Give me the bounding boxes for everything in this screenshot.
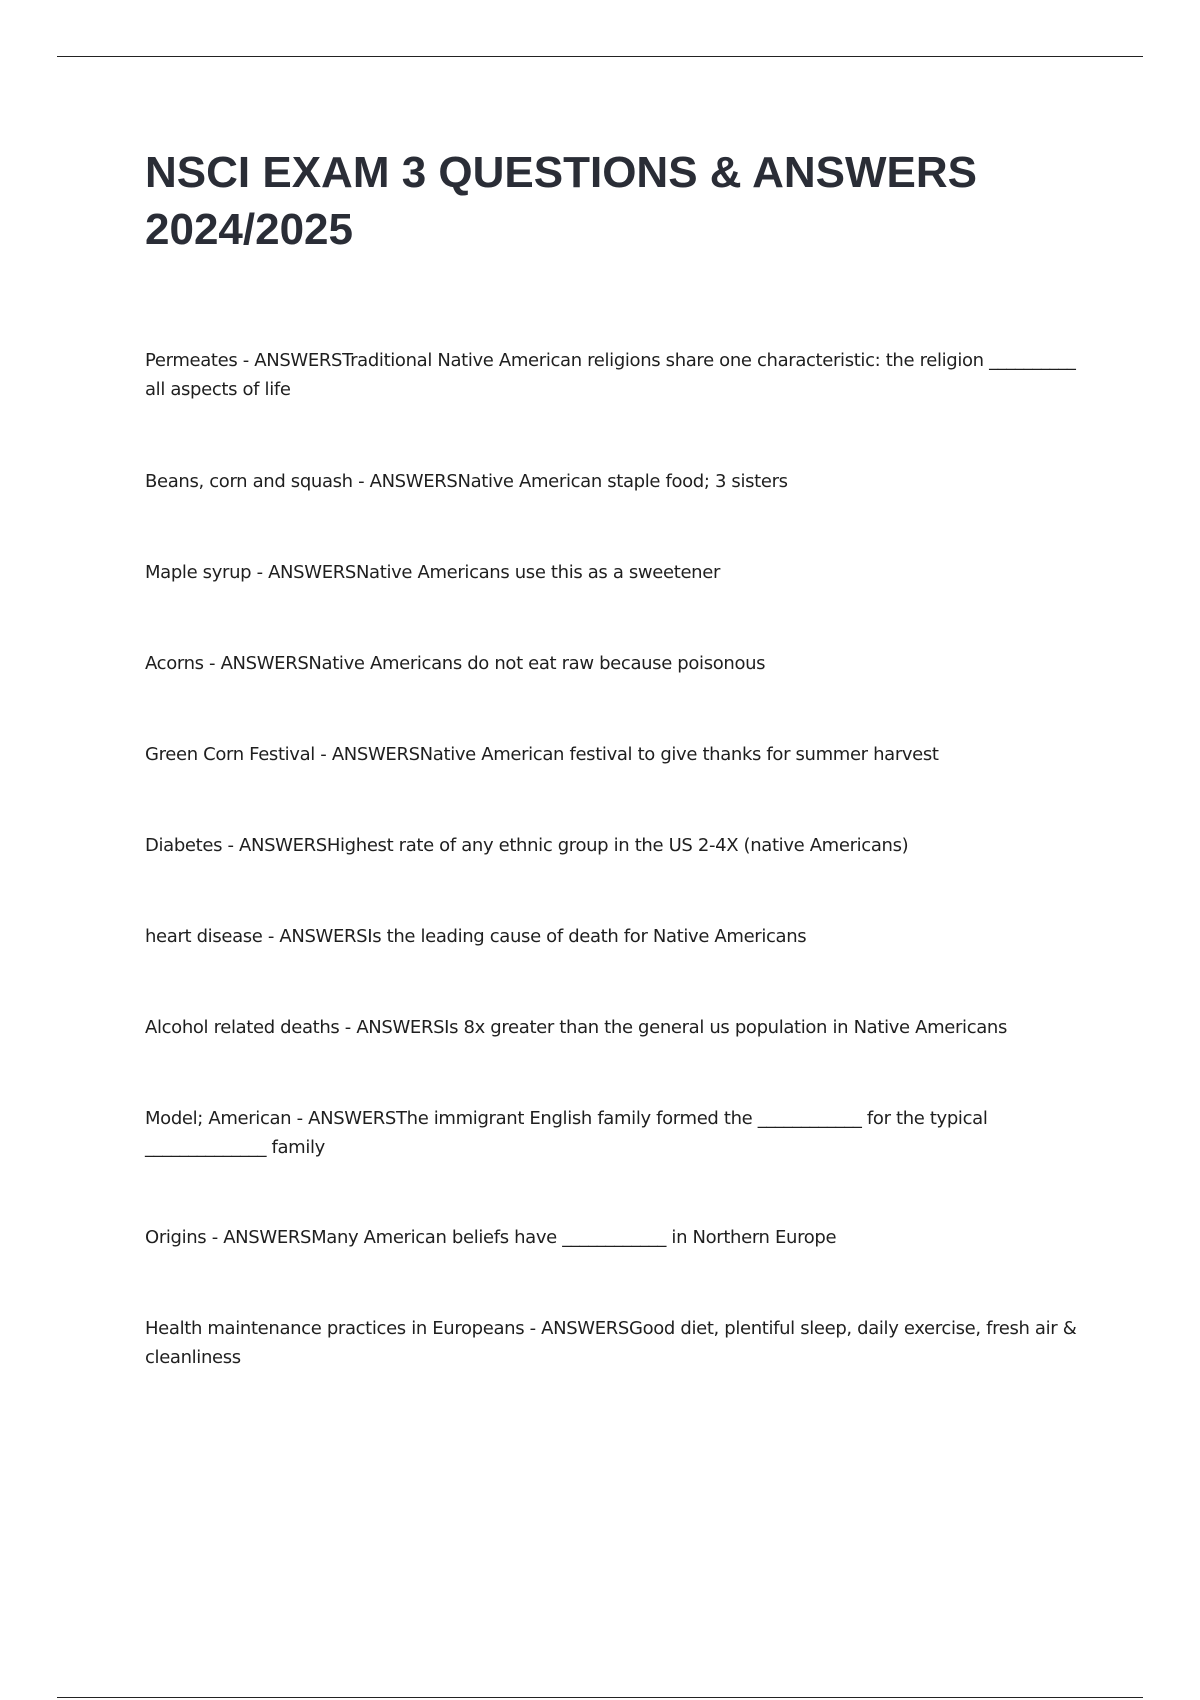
- qa-item: Model; American - ANSWERSThe immigrant English family formed the ____________ for the typical ______________ family: [145, 1108, 988, 1158]
- qa-item: Maple syrup - ANSWERSNative Americans use this as a sweetener: [145, 562, 720, 583]
- footer-rule: [57, 1697, 1143, 1698]
- qa-item: Permeates - ANSWERSTraditional Native American religions share one characteristic: the religion __________ all aspects of life: [145, 350, 1076, 400]
- qa-item: Beans, corn and squash - ANSWERSNative American staple food; 3 sisters: [145, 471, 788, 492]
- header-rule: [57, 56, 1143, 57]
- qa-item: Origins - ANSWERSMany American beliefs have ____________ in Northern Europe: [145, 1227, 837, 1248]
- qa-item: Acorns - ANSWERSNative Americans do not eat raw because poisonous: [145, 653, 766, 674]
- qa-item: Green Corn Festival - ANSWERSNative American festival to give thanks for summer harvest: [145, 744, 939, 765]
- qa-item: Diabetes - ANSWERSHighest rate of any ethnic group in the US 2-4X (native Americans): [145, 835, 909, 856]
- qa-item: heart disease - ANSWERSIs the leading cause of death for Native Americans: [145, 926, 807, 947]
- qa-item: Health maintenance practices in Europeans - ANSWERSGood diet, plentiful sleep, daily exercise, fresh air & cleanliness: [145, 1318, 1077, 1368]
- qa-item: Alcohol related deaths - ANSWERSIs 8x greater than the general us population in Native Americans: [145, 1017, 1008, 1038]
- document-title: NSCI EXAM 3 QUESTIONS & ANSWERS 2024/2025: [145, 148, 978, 254]
